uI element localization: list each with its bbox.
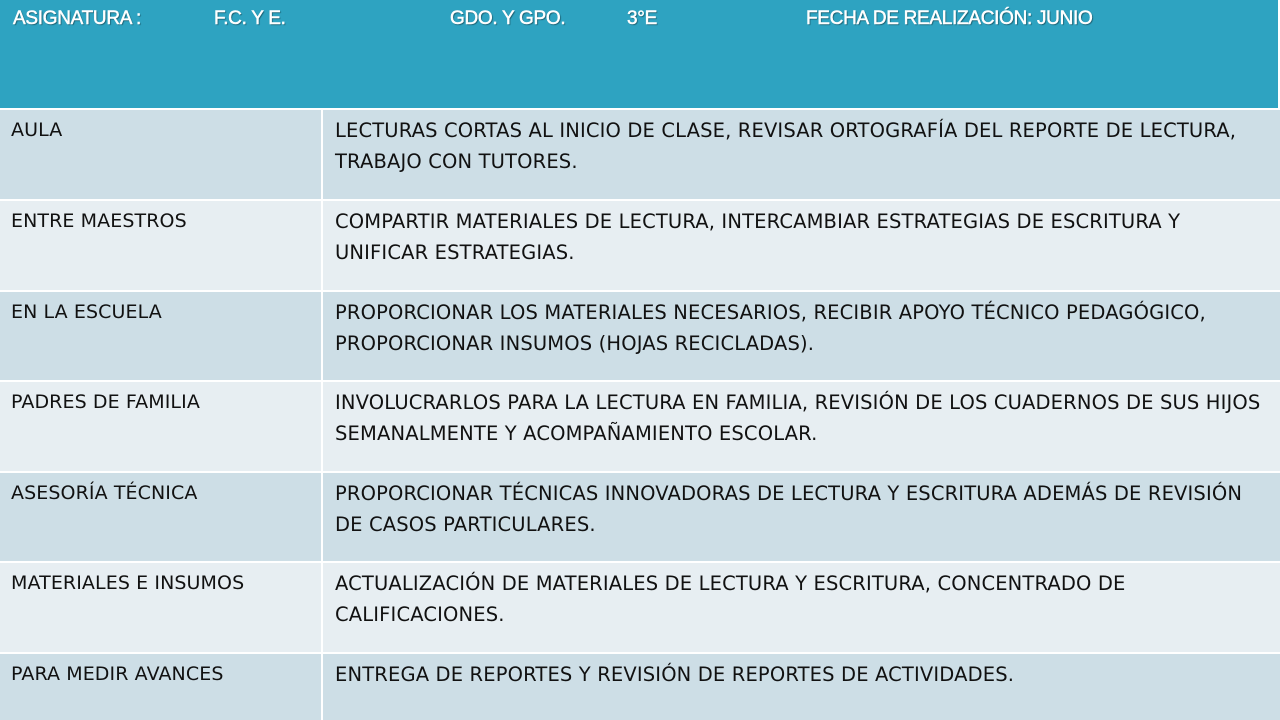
- row-label: EN LA ESCUELA: [0, 292, 323, 380]
- row-text: LECTURAS CORTAS AL INICIO DE CLASE, REVISAR ORTOGRAFÍA DEL REPORTE DE LECTURA, TRABAJO CON TUTORES.: [335, 119, 1237, 173]
- row-label: ENTRE MAESTROS: [0, 201, 323, 290]
- row-text: PROPORCIONAR LOS MATERIALES NECESARIOS, RECIBIR APOYO TÉCNICO PEDAGÓGICO, PROPORCIONAR INSUMOS (HOJAS RECICLADAS).: [335, 301, 1206, 355]
- date-label: FECHA DE REALIZACIÓN: JUNIO: [806, 8, 1093, 29]
- table-row: [0, 654, 1280, 720]
- table-row: [0, 473, 1280, 563]
- table-row: [0, 292, 1280, 382]
- table-row: [0, 110, 1280, 201]
- table-header: [0, 0, 1280, 108]
- subject-label: ASIGNATURA :: [13, 8, 142, 29]
- table-body: [0, 110, 1280, 720]
- grade-label: GDO. Y GPO.: [450, 8, 566, 29]
- row-label: PADRES DE FAMILIA: [0, 382, 323, 471]
- row-label: PARA MEDIR AVANCES: [0, 654, 323, 720]
- row-label: AULA: [0, 110, 323, 199]
- table-row: [0, 382, 1280, 473]
- subject-value: F.C. Y E.: [214, 8, 286, 29]
- row-text: ENTREGA DE REPORTES Y REVISIÓN DE REPORTES DE ACTIVIDADES.: [335, 663, 1015, 686]
- table-row: [0, 563, 1280, 654]
- row-text: INVOLUCRARLOS PARA LA LECTURA EN FAMILIA, REVISIÓN DE LOS CUADERNOS DE SUS HIJOS SEMANALMENTE Y ACOMPAÑAMIENTO ESCOLAR.: [335, 391, 1261, 445]
- row-label: MATERIALES E INSUMOS: [0, 563, 323, 652]
- row-text: ACTUALIZACIÓN DE MATERIALES DE LECTURA Y ESCRITURA, CONCENTRADO DE CALIFICACIONES.: [335, 572, 1126, 626]
- row-text: COMPARTIR MATERIALES DE LECTURA, INTERCAMBIAR ESTRATEGIAS DE ESCRITURA Y UNIFICAR ESTRATEGIAS.: [335, 210, 1181, 264]
- row-label: ASESORÍA TÉCNICA: [0, 473, 323, 561]
- grade-value: 3°E: [627, 8, 657, 29]
- table-row: [0, 201, 1280, 292]
- row-text: PROPORCIONAR TÉCNICAS INNOVADORAS DE LECTURA Y ESCRITURA ADEMÁS DE REVISIÓN DE CASOS PARTICULARES.: [335, 482, 1243, 536]
